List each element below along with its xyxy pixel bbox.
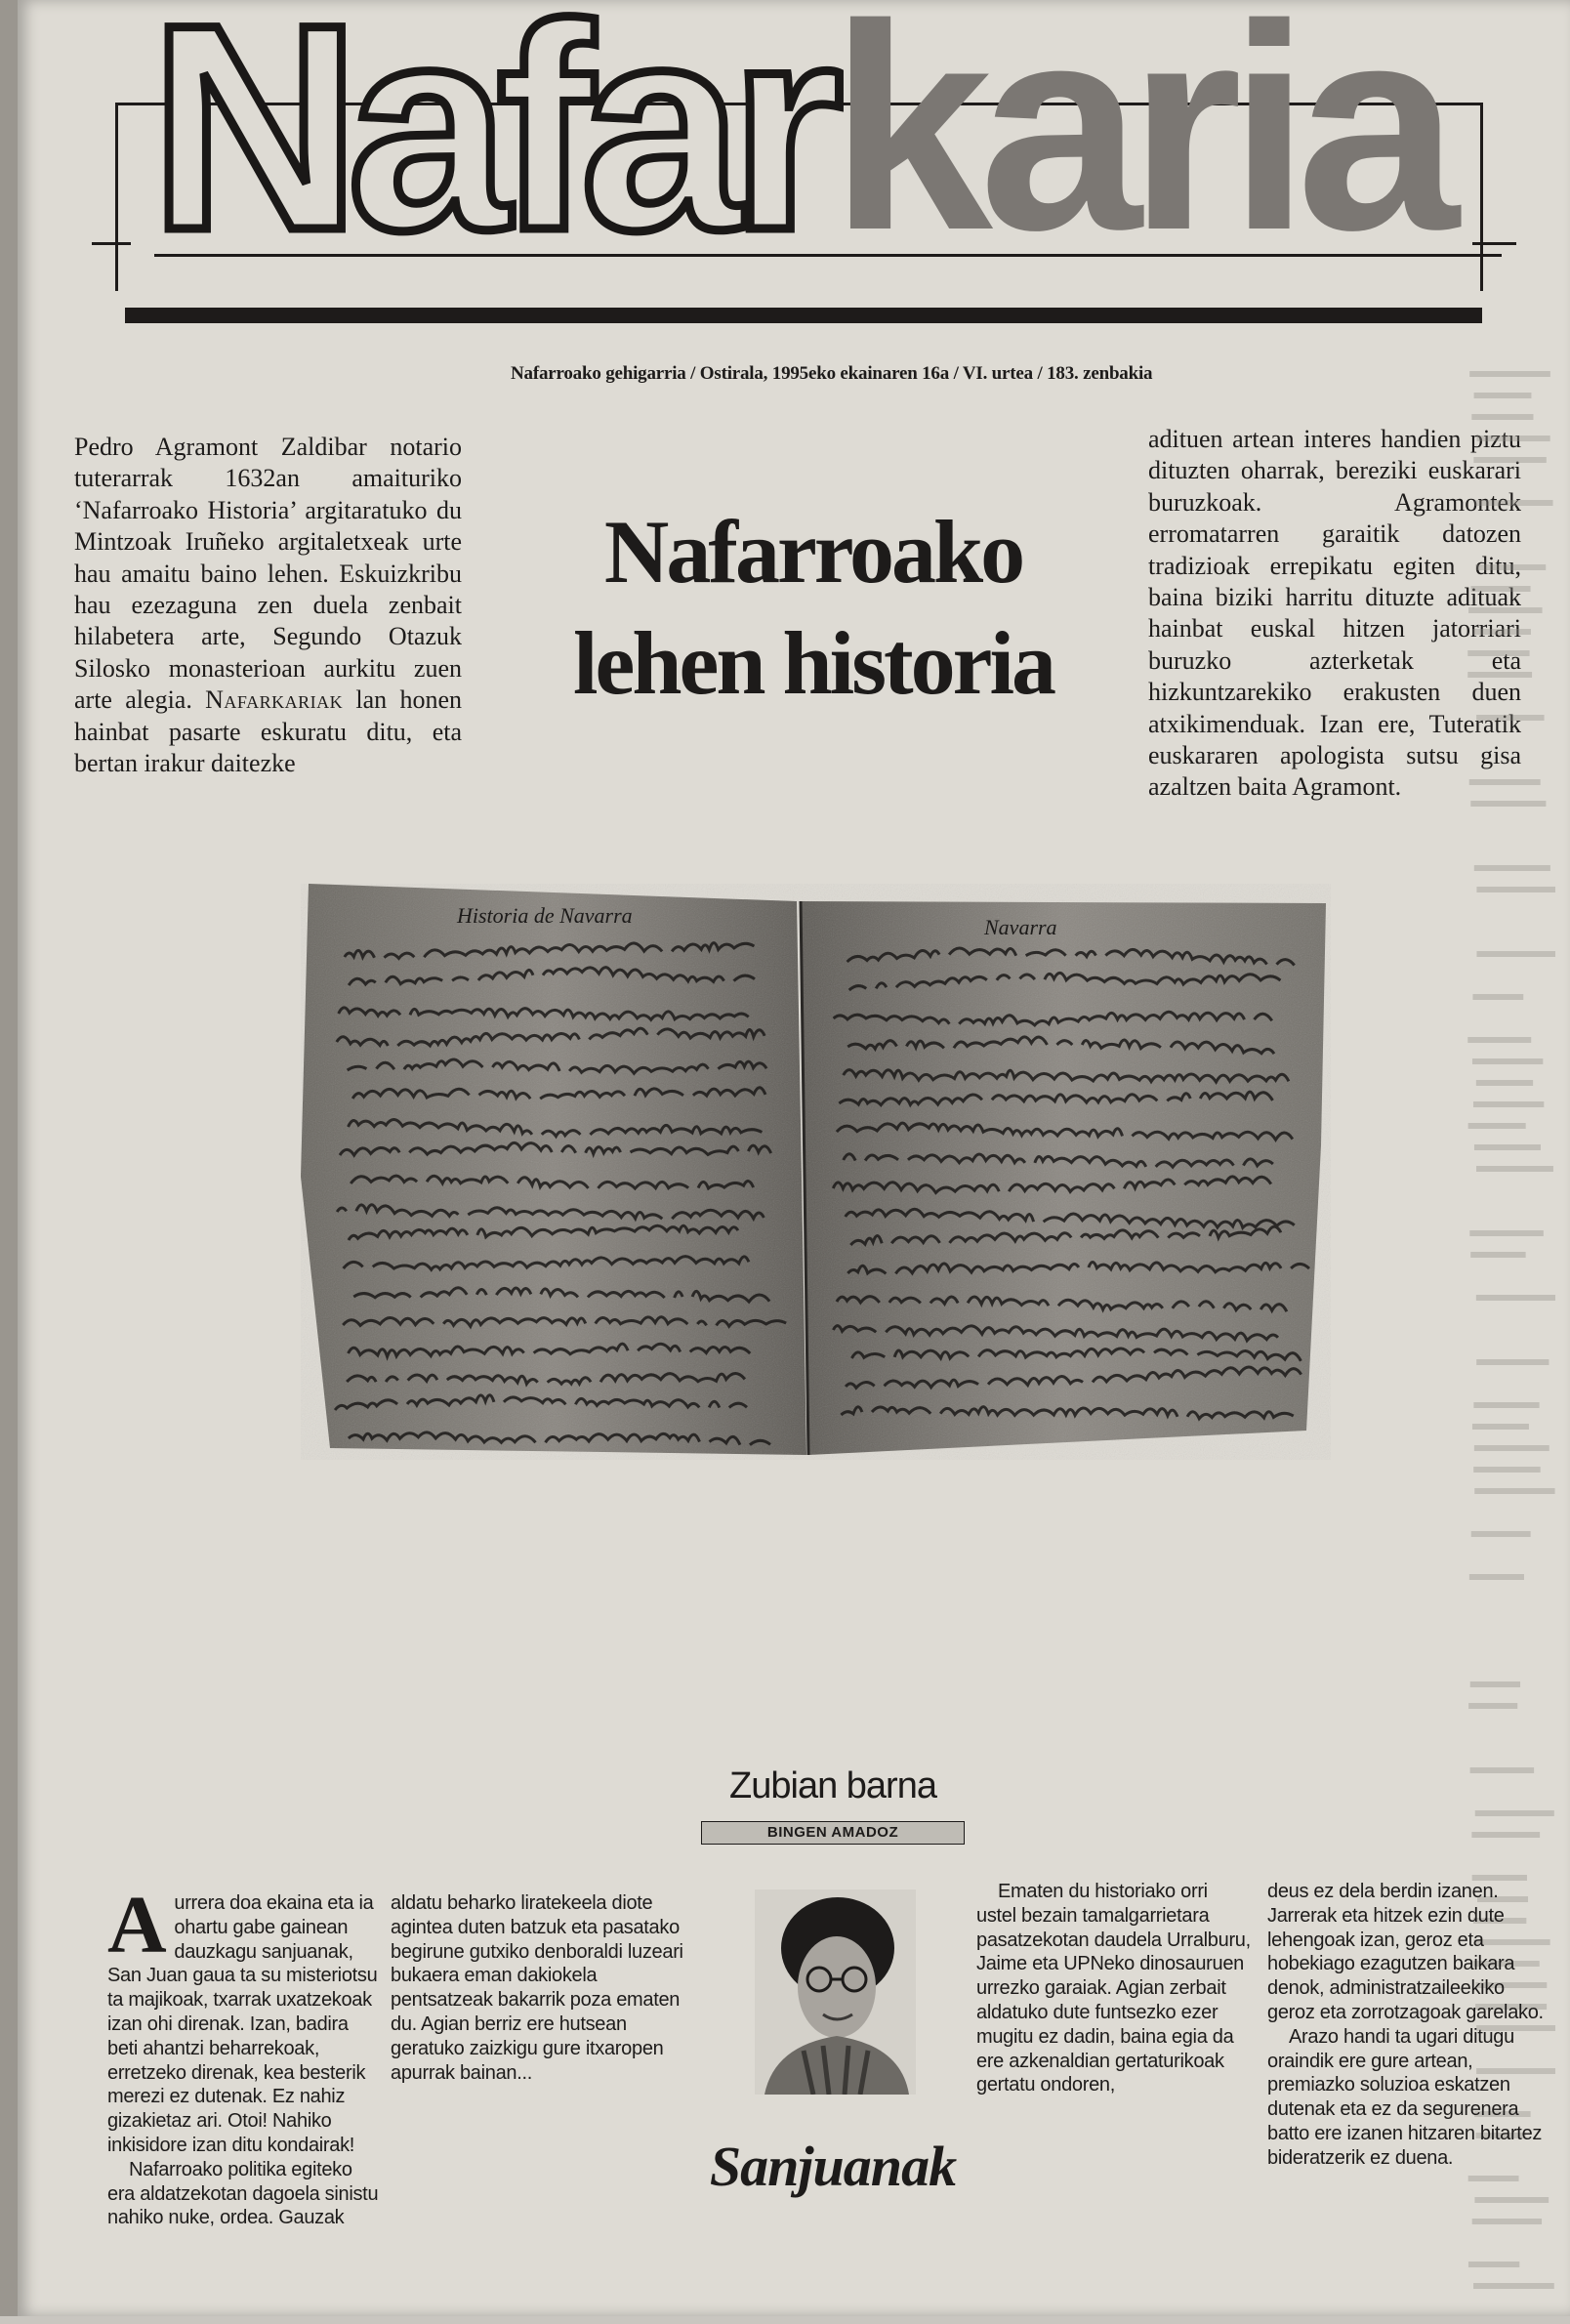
- column-text-1-para-2: Nafarroako politika egiteko era aldatzekotan dagoela sinistu nahiko nuke, ordea. Gauzak: [107, 2158, 379, 2229]
- bleed-text-line: [1468, 607, 1543, 613]
- drop-cap: A: [107, 1880, 167, 1971]
- manuscript-photo: [301, 884, 1331, 1460]
- bleed-text-line: [1475, 1810, 1554, 1816]
- column-text-1-para-1: urrera doa ekaina eta ia ohartu gabe gainean dauzkagu sanjuanak, San Juan gaua ta su misteriotsu ta majikoak, txarrak uxatzekoak izan ohi direnak. Izan, badira beti ahantzi beharrekoak, erretzeko direnak, kea besterik merezi ez dutenak. Ez nahiz gizakietaz ari. Otoi! Nahiko inkisidore izan ditu kondairak!: [107, 1892, 378, 2156]
- bleed-text-line: [1474, 1488, 1554, 1494]
- bleed-text-line: [1470, 1252, 1525, 1258]
- manuscript-header-left: Historia de Navarra: [457, 903, 633, 928]
- bleed-text-line: [1473, 1402, 1539, 1408]
- bleed-text-line: [1470, 586, 1530, 592]
- bleed-text-line: [1474, 2197, 1549, 2203]
- bleed-text-line: [1468, 1703, 1517, 1709]
- author-portrait: [755, 1889, 916, 2095]
- bleed-text-line: [1469, 371, 1550, 377]
- bleed-text-line: [1468, 2262, 1519, 2267]
- masthead-rule-left: [92, 242, 131, 245]
- bleed-text-line: [1476, 1080, 1533, 1086]
- column-title: Sanjuanak: [709, 2135, 957, 2198]
- bleed-text-line: [1467, 650, 1529, 656]
- column-text-1: [107, 1880, 381, 2230]
- masthead-bar: [125, 308, 1482, 323]
- bleed-text-line: [1473, 457, 1546, 463]
- bleed-text-line: [1473, 1101, 1544, 1107]
- masthead-rule-right: [1472, 242, 1516, 245]
- bleed-text-line: [1476, 1295, 1555, 1301]
- bleed-text-line: [1477, 436, 1550, 441]
- logo-part-grey: karia: [830, 0, 1446, 291]
- bleed-text-line: [1469, 1574, 1524, 1580]
- bleed-text-line: [1476, 951, 1555, 957]
- bleed-text-line: [1474, 865, 1550, 871]
- lead-left-column: [74, 432, 462, 779]
- bleed-text-line: [1468, 1123, 1526, 1129]
- logo-part-outlined: Nafar: [149, 0, 830, 291]
- bleed-text-line: [1475, 564, 1546, 570]
- bleed-text-line: [1470, 1767, 1535, 1773]
- lead-right-column: adituen artean interes handien piztu dituzten oharrak, bereziki euskarari buruzkoak. Agramontek erromatarren garaitik datozen tradizioak errepikatu egiten ditu, baina biziki harritu dituzte adituak hainbat euskal hitzen jatorriari buruzko azterketak eta hizkuntzarekiko erakusten duen atxikimenduak. Izan ere, Tuteratik euskararen apologista sutsu gisa azaltzen baita Agramont.: [1148, 425, 1521, 802]
- bleed-text-line: [1472, 1058, 1543, 1064]
- bleed-text-line: [1474, 1445, 1549, 1451]
- bleed-text-line: [1470, 801, 1546, 807]
- dateline: Nafarroako gehigarria / Ostirala, 1995eko ekainaren 16a / VI. urtea / 183. zenbakia: [511, 363, 1153, 384]
- column-text-4-para-1: deus ez dela berdin izanen. Jarrerak eta hitzek ezin dute lehengoak izan, geroz eta hobekiago ezagutzen baikara denok, administratzaileekiko geroz eta zorrotzagoak garelako.: [1267, 1881, 1544, 2023]
- publication-name-smallcaps: Nafarkariak: [205, 685, 344, 715]
- bleed-text-line: [1473, 1467, 1540, 1473]
- page-binding-edge: [0, 0, 18, 2316]
- column-text-4: [1267, 1880, 1550, 2171]
- bleed-text-line: [1474, 500, 1552, 506]
- headline-line-1: Nafarroako: [603, 502, 1023, 602]
- bleed-text-line: [1470, 1681, 1520, 1687]
- column-text-3: Ematen du historiako orri ustel bezain tamalgarrietara pasatzekotan daudela Urralburu, Jaime eta UPNeko dinosauruen urrezko garaiak. Agian zerbait aldatuko dute funtsezko ezer mugitu ez dadin, baina egia da ere azkenaldian gertaturikoak gertatu ondoren,: [976, 1881, 1251, 2096]
- bleed-text-line: [1469, 779, 1541, 785]
- bleed-text-line: [1472, 2219, 1542, 2224]
- lead-left-text-end: lan honen hainbat pasarte eskuratu ditu, eta bertan irakur daitezke: [74, 685, 463, 778]
- newspaper-page: [18, 0, 1570, 2316]
- column-author-byline: BINGEN AMADOZ: [701, 1821, 965, 1845]
- bleed-text-line: [1472, 994, 1523, 1000]
- bleed-text-line: [1471, 414, 1533, 420]
- bleed-text-line: [1476, 1166, 1553, 1172]
- masthead-logo: [149, 0, 1446, 291]
- bleed-text-line: [1476, 715, 1544, 721]
- bleed-text-line: [1474, 393, 1532, 398]
- bleed-text-line: [1472, 1424, 1529, 1430]
- column-section-title: Zubian barna: [729, 1765, 936, 1806]
- bleed-text-line: [1471, 1832, 1540, 1838]
- bleed-text-line: [1472, 629, 1531, 635]
- column-text-4-para-2: Arazo handi ta ugari ditugu oraindik ere gure artean, premiazko soluzioa eskatzen dutenak eta ez da segurenera batto ere izanen hitzaren bitartez bideratzerik ez duena.: [1267, 2025, 1543, 2169]
- bleed-text-line: [1471, 1531, 1531, 1537]
- bleed-text-line: [1476, 887, 1555, 892]
- lead-left-text: Pedro Agramont Zaldibar notario tuterarrak 1632an amaituriko ‘Nafarroako Historia’ argitaratuko du Mintzoak Iruñeko argitaletxeak urte hau amaitu baino lehen. Eskuizkribu hau ezezaguna zen duela zenbait hilabetera arte, Segundo Otazuk Silosko monasterioan aurkitu zuen arte alegia.: [74, 433, 462, 715]
- bleed-text-line: [1468, 2176, 1519, 2181]
- bleed-text-line: [1476, 1359, 1549, 1365]
- bleed-text-line: [1469, 1230, 1544, 1236]
- headline-line-2: lehen historia: [572, 613, 1054, 713]
- lead-headline: [525, 496, 1101, 719]
- bleed-text-line: [1473, 2283, 1554, 2289]
- manuscript-header-right: Navarra: [984, 915, 1057, 939]
- column-text-2: aldatu beharko liratekeela diote agintea duten batzuk eta pasatako begirune gutxiko denboraldi luzeari bukaera eman dakiokela pentsatzeak bakarrik poza ematen du. Agian berriz ere hutsean geratuko zaizkigu gure itxaropen apurrak bainan...: [391, 1892, 683, 2084]
- bleed-text-line: [1467, 1037, 1531, 1043]
- bleed-text-line: [1467, 672, 1532, 678]
- bleed-text-line: [1474, 1144, 1541, 1150]
